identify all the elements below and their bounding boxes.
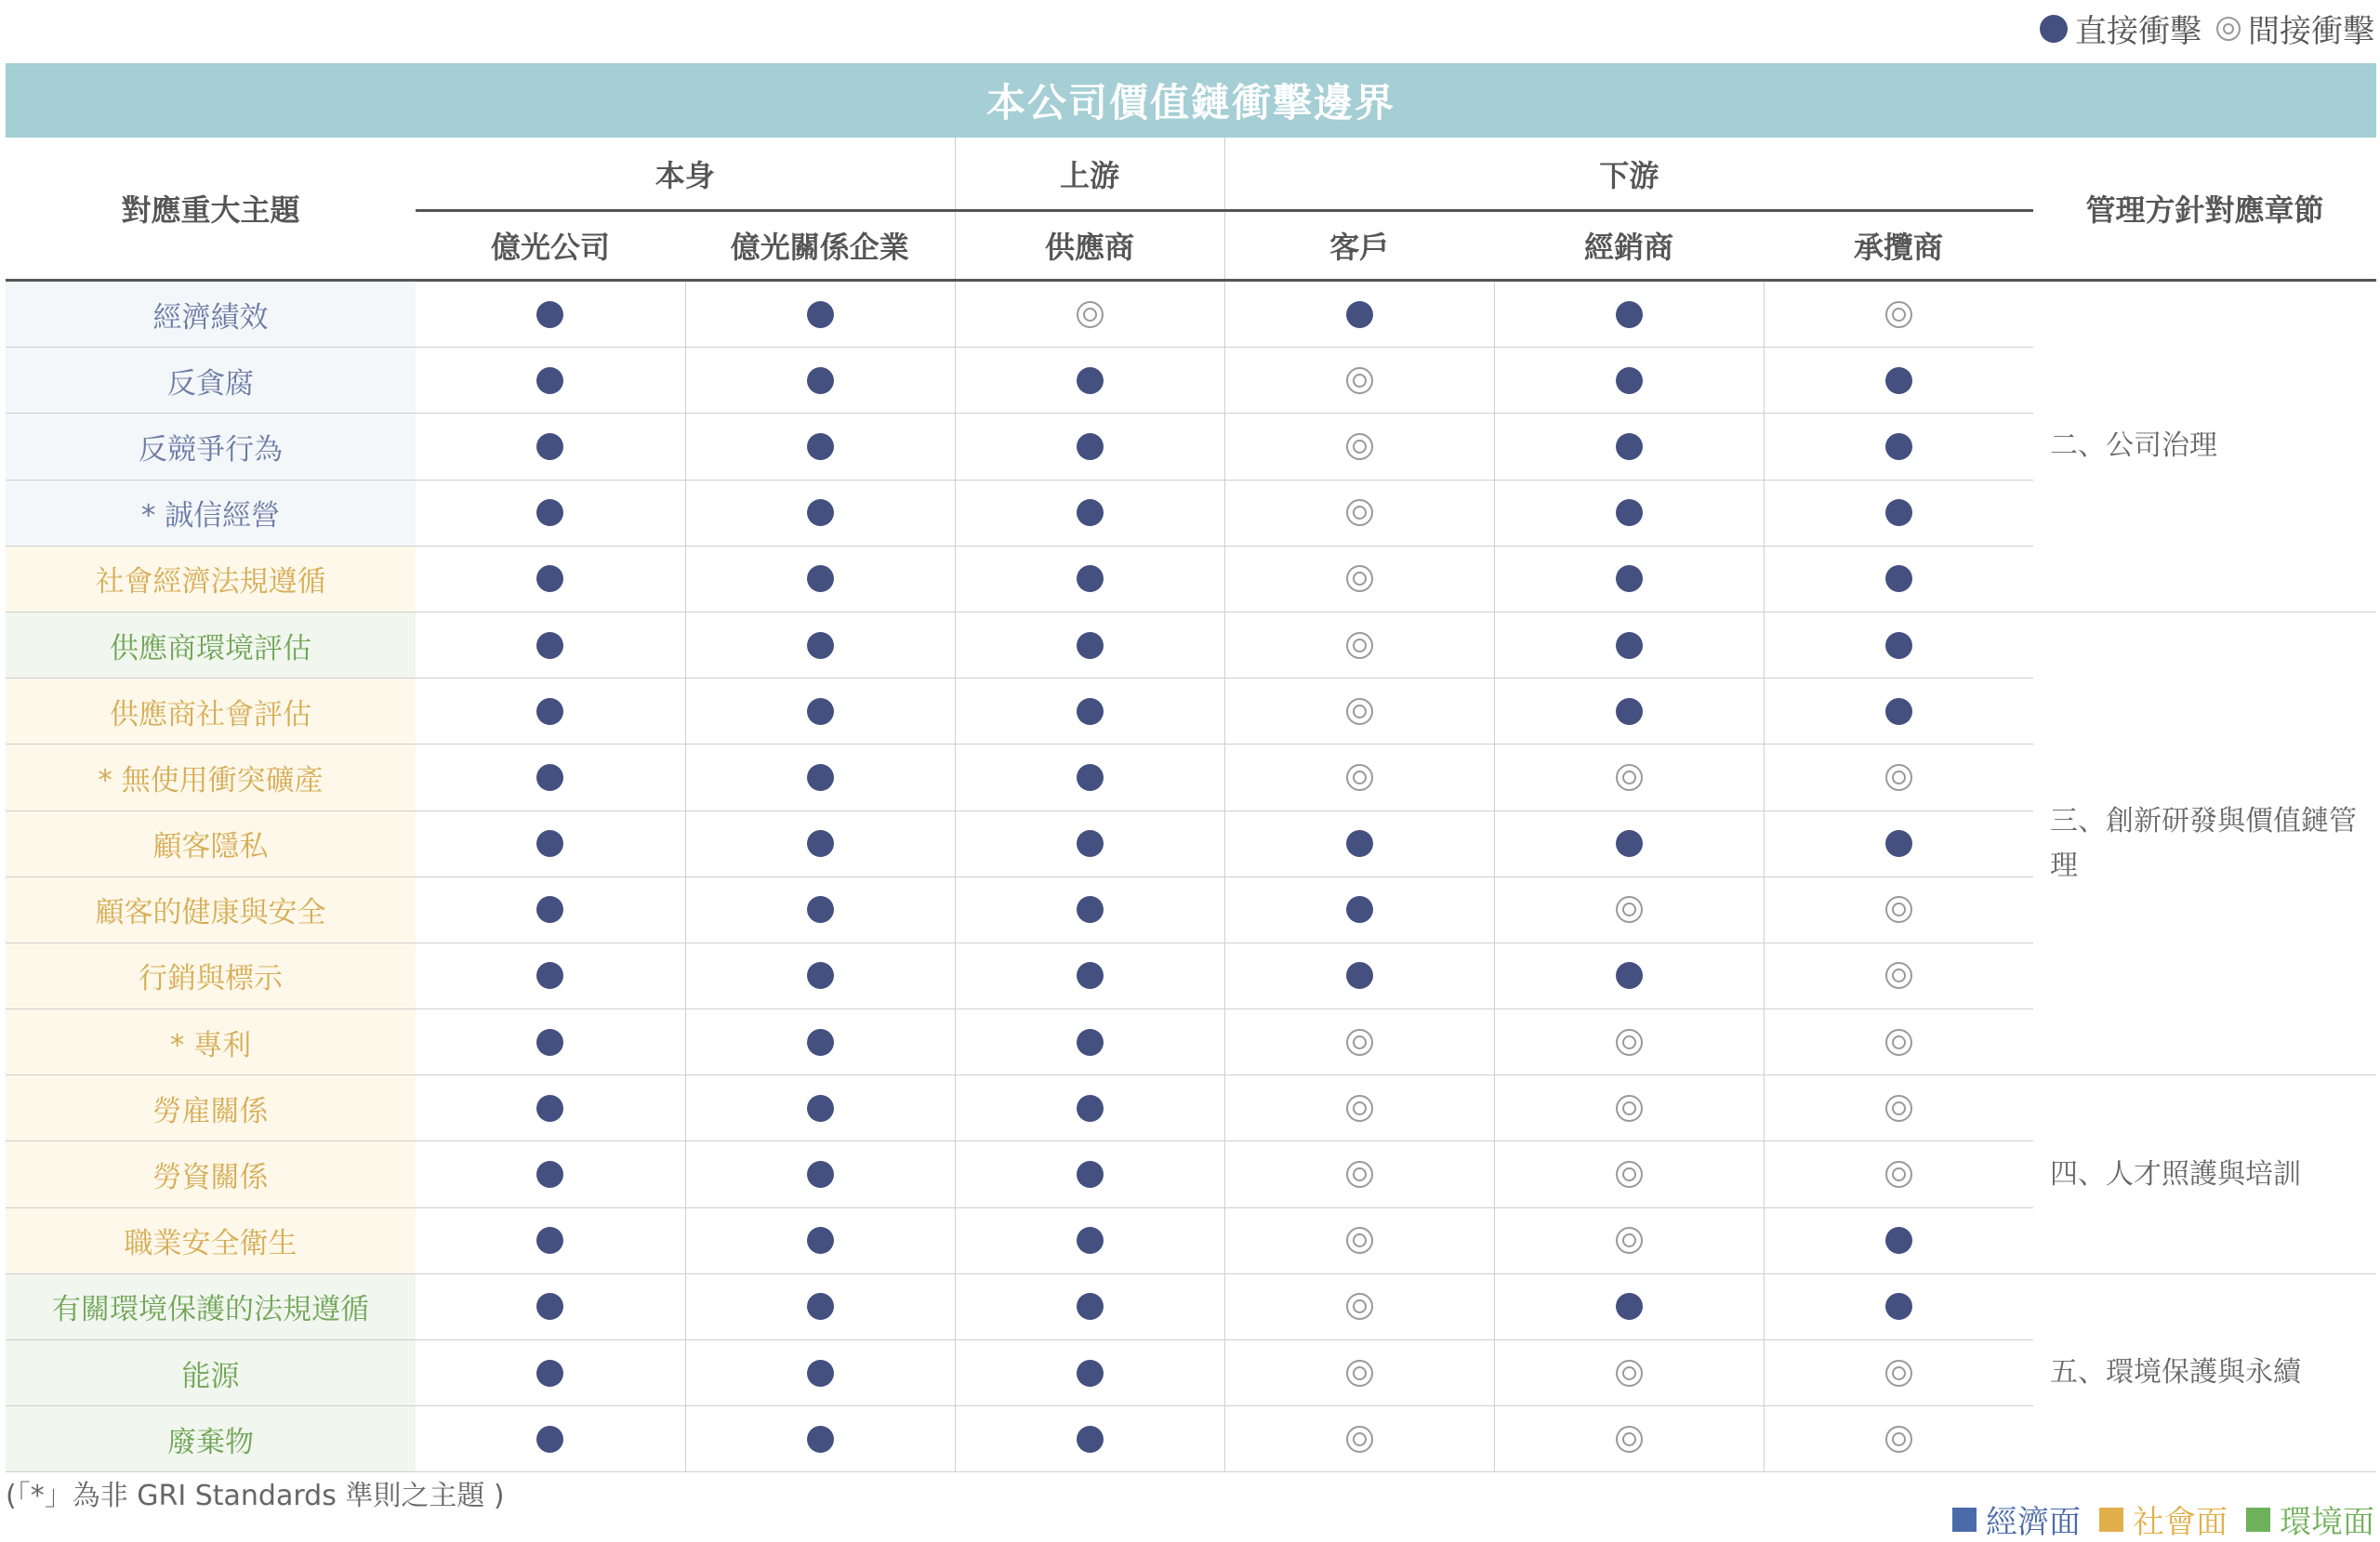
double-ring-icon xyxy=(1346,632,1373,659)
filled-circle-icon xyxy=(1885,698,1912,725)
table-row xyxy=(6,348,2376,414)
impact-cell xyxy=(955,1009,1224,1075)
impact-cell xyxy=(955,679,1224,745)
topic-cell: 行銷與標示 xyxy=(6,942,416,1008)
impact-cell xyxy=(1224,745,1494,811)
impact-cell xyxy=(416,1207,685,1273)
double-ring-icon xyxy=(1346,1360,1373,1387)
double-ring-icon xyxy=(1885,1161,1912,1188)
double-ring-icon xyxy=(1885,1029,1912,1056)
impact-cell xyxy=(955,811,1224,876)
filled-circle-icon xyxy=(1077,1227,1104,1254)
double-ring-icon xyxy=(1616,1360,1643,1387)
filled-circle-icon xyxy=(1077,632,1104,659)
filled-circle-icon xyxy=(536,830,563,857)
impact-cell xyxy=(416,1406,685,1472)
filled-circle-icon xyxy=(1885,565,1912,592)
impact-cell xyxy=(685,612,955,678)
double-ring-icon xyxy=(1885,301,1912,328)
impact-cell xyxy=(1224,480,1494,546)
filled-circle-icon xyxy=(536,1029,563,1056)
double-ring-icon xyxy=(1346,1227,1373,1254)
filled-circle-icon xyxy=(1077,764,1104,791)
impact-cell xyxy=(416,1009,685,1075)
chapter-cell: 五、環境保護與永續 xyxy=(2033,1273,2376,1472)
impact-cell xyxy=(1764,1207,2033,1273)
table-row xyxy=(6,679,2376,745)
legend-direct-label: 直接衝擊 xyxy=(2075,13,2202,50)
impact-cell xyxy=(685,480,955,546)
impact-cell xyxy=(416,1141,685,1207)
impact-cell xyxy=(416,281,685,348)
column-header: 億光關係企業 xyxy=(685,211,955,281)
impact-cell xyxy=(1224,876,1494,942)
impact-cell xyxy=(1764,1406,2033,1472)
filled-circle-icon xyxy=(1885,367,1912,394)
impact-boundary-table xyxy=(6,138,2376,1472)
impact-cell xyxy=(416,414,685,480)
color-swatch-icon xyxy=(2099,1508,2123,1532)
impact-cell xyxy=(685,546,955,612)
double-ring-icon xyxy=(1616,1161,1643,1188)
filled-circle-icon xyxy=(807,1161,834,1188)
filled-circle-icon xyxy=(807,499,834,526)
impact-cell xyxy=(1764,876,2033,942)
filled-circle-icon xyxy=(1077,1095,1104,1122)
impact-cell xyxy=(955,1406,1224,1472)
impact-cell xyxy=(685,811,955,876)
chapter-header: 管理方針對應章節 xyxy=(2033,138,2376,281)
filled-circle-icon xyxy=(1077,698,1104,725)
double-ring-icon xyxy=(1885,962,1912,989)
filled-circle-icon xyxy=(1616,830,1643,857)
topic-cell: 廢棄物 xyxy=(6,1406,416,1472)
topic-cell: 反貪腐 xyxy=(6,348,416,414)
double-ring-icon xyxy=(1346,698,1373,725)
impact-cell xyxy=(1494,281,1764,348)
impact-cell xyxy=(1224,942,1494,1008)
impact-cell xyxy=(685,281,955,348)
impact-cell xyxy=(1764,480,2033,546)
group-header-downstream: 下游 xyxy=(1224,138,2033,211)
filled-circle-icon xyxy=(1077,962,1104,989)
impact-cell xyxy=(685,1141,955,1207)
column-header: 客戶 xyxy=(1224,211,1494,281)
topic-cell: 供應商社會評估 xyxy=(6,679,416,745)
impact-cell xyxy=(1224,1075,1494,1141)
double-ring-icon xyxy=(1885,1360,1912,1387)
impact-cell xyxy=(416,1340,685,1406)
impact-cell xyxy=(1494,1340,1764,1406)
impact-cell xyxy=(685,942,955,1008)
filled-circle-icon xyxy=(807,1095,834,1122)
filled-circle-icon xyxy=(807,830,834,857)
topic-cell: * 誠信經營 xyxy=(6,480,416,546)
aspect-legend xyxy=(1952,1496,2374,1542)
chapter-cell: 四、人才照護與培訓 xyxy=(2033,1075,2376,1274)
table-row xyxy=(6,1075,2376,1141)
filled-circle-icon xyxy=(1077,565,1104,592)
filled-circle-icon xyxy=(536,962,563,989)
filled-circle-icon xyxy=(1346,962,1373,989)
filled-circle-icon xyxy=(807,433,834,460)
double-ring-icon xyxy=(1346,499,1373,526)
filled-circle-icon xyxy=(1077,499,1104,526)
double-ring-icon xyxy=(1346,1095,1373,1122)
impact-cell xyxy=(1764,414,2033,480)
aspect-legend-label: 經濟面 xyxy=(1986,1504,2081,1541)
filled-circle-icon xyxy=(536,896,563,923)
topic-cell: 有關環境保護的法規遵循 xyxy=(6,1273,416,1339)
double-ring-icon xyxy=(1885,1426,1912,1453)
filled-circle-icon xyxy=(1077,1360,1104,1387)
impact-cell xyxy=(1764,811,2033,876)
filled-circle-icon xyxy=(1616,499,1643,526)
filled-circle-icon xyxy=(1346,301,1373,328)
filled-circle-icon xyxy=(807,632,834,659)
filled-circle-icon xyxy=(807,1029,834,1056)
impact-cell xyxy=(1224,281,1494,348)
filled-circle-icon xyxy=(536,1426,563,1453)
impact-cell xyxy=(685,1273,955,1339)
table-title: 本公司價值鏈衝擊邊界 xyxy=(6,63,2376,138)
filled-circle-icon xyxy=(536,1095,563,1122)
filled-circle-icon xyxy=(1077,367,1104,394)
filled-circle-icon xyxy=(1077,830,1104,857)
filled-circle-icon xyxy=(807,565,834,592)
aspect-legend-label: 環境面 xyxy=(2280,1504,2374,1541)
double-ring-icon xyxy=(1346,1293,1373,1320)
filled-circle-icon xyxy=(807,301,834,328)
group-header-self: 本身 xyxy=(416,138,955,211)
impact-cell xyxy=(1764,1141,2033,1207)
filled-circle-icon xyxy=(1346,830,1373,857)
double-ring-icon xyxy=(1346,1426,1373,1453)
impact-cell xyxy=(1494,546,1764,612)
double-ring-icon xyxy=(1885,1095,1912,1122)
impact-cell xyxy=(1494,1141,1764,1207)
impact-cell xyxy=(1224,811,1494,876)
filled-circle-icon xyxy=(1077,1293,1104,1320)
impact-cell xyxy=(1764,546,2033,612)
impact-cell xyxy=(1494,745,1764,811)
impact-cell xyxy=(416,811,685,876)
filled-circle-icon xyxy=(1077,1029,1104,1056)
impact-cell xyxy=(955,1141,1224,1207)
table-row xyxy=(6,745,2376,811)
filled-circle-icon xyxy=(1885,499,1912,526)
impact-cell xyxy=(955,612,1224,678)
impact-cell xyxy=(1224,1009,1494,1075)
filled-circle-icon xyxy=(536,1227,563,1254)
filled-circle-icon xyxy=(1077,1426,1104,1453)
impact-cell xyxy=(1764,1009,2033,1075)
impact-cell xyxy=(416,612,685,678)
double-ring-icon xyxy=(2216,17,2241,41)
impact-cell xyxy=(1764,348,2033,414)
topic-cell: * 專利 xyxy=(6,1009,416,1075)
filled-circle-icon xyxy=(807,367,834,394)
filled-circle-icon xyxy=(807,962,834,989)
filled-circle-icon xyxy=(536,301,563,328)
impact-cell xyxy=(1764,1340,2033,1406)
aspect-legend-item xyxy=(1952,1496,2081,1542)
impact-cell xyxy=(955,546,1224,612)
table-row xyxy=(6,1009,2376,1075)
table-row xyxy=(6,1273,2376,1339)
filled-circle-icon xyxy=(807,764,834,791)
filled-circle-icon xyxy=(1616,1293,1643,1320)
filled-circle-icon xyxy=(536,1161,563,1188)
topic-cell: 供應商環境評估 xyxy=(6,612,416,678)
impact-cell xyxy=(1224,1340,1494,1406)
filled-circle-icon xyxy=(807,1426,834,1453)
topic-cell: 經濟績效 xyxy=(6,281,416,348)
impact-cell xyxy=(1494,1009,1764,1075)
double-ring-icon xyxy=(1616,764,1643,791)
impact-cell xyxy=(685,348,955,414)
group-header-upstream: 上游 xyxy=(955,138,1224,211)
filled-circle-icon xyxy=(536,499,563,526)
table-row xyxy=(6,1340,2376,1406)
filled-circle-icon xyxy=(807,896,834,923)
topic-cell: 勞資關係 xyxy=(6,1141,416,1207)
double-ring-icon xyxy=(1885,896,1912,923)
impact-cell xyxy=(685,1009,955,1075)
column-header: 供應商 xyxy=(955,211,1224,281)
filled-circle-icon xyxy=(1885,1293,1912,1320)
chapter-cell: 三、創新研發與價值鏈管理 xyxy=(2033,612,2376,1074)
filled-circle-icon xyxy=(1885,632,1912,659)
table-row xyxy=(6,281,2376,348)
table-row xyxy=(6,811,2376,876)
impact-cell xyxy=(1494,612,1764,678)
filled-circle-icon xyxy=(1077,433,1104,460)
impact-cell xyxy=(416,876,685,942)
table-row xyxy=(6,942,2376,1008)
filled-circle-icon xyxy=(1346,896,1373,923)
impact-cell xyxy=(685,876,955,942)
impact-cell xyxy=(955,876,1224,942)
double-ring-icon xyxy=(1616,1029,1643,1056)
table-row xyxy=(6,876,2376,942)
impact-cell xyxy=(1224,1406,1494,1472)
impact-cell xyxy=(1494,1406,1764,1472)
filled-circle-icon xyxy=(1077,1161,1104,1188)
impact-legend xyxy=(2040,6,2374,51)
table-row xyxy=(6,1141,2376,1207)
double-ring-icon xyxy=(1346,367,1373,394)
impact-cell xyxy=(416,1075,685,1141)
double-ring-icon xyxy=(1616,896,1643,923)
filled-circle-icon xyxy=(536,632,563,659)
impact-cell xyxy=(1224,679,1494,745)
impact-cell xyxy=(1224,1273,1494,1339)
filled-circle-icon xyxy=(536,433,563,460)
impact-cell xyxy=(1764,745,2033,811)
impact-cell xyxy=(955,1075,1224,1141)
impact-cell xyxy=(1224,348,1494,414)
filled-circle-icon xyxy=(1616,698,1643,725)
impact-cell xyxy=(685,1340,955,1406)
impact-cell xyxy=(955,480,1224,546)
column-header: 億光公司 xyxy=(416,211,685,281)
filled-circle-icon xyxy=(536,1360,563,1387)
table-row xyxy=(6,546,2376,612)
impact-cell xyxy=(955,942,1224,1008)
filled-circle-icon xyxy=(807,1360,834,1387)
impact-cell xyxy=(1224,546,1494,612)
impact-cell xyxy=(1494,679,1764,745)
impact-cell xyxy=(416,546,685,612)
impact-cell xyxy=(685,1075,955,1141)
impact-cell xyxy=(1494,811,1764,876)
aspect-legend-item xyxy=(2246,1496,2374,1542)
impact-cell xyxy=(1494,876,1764,942)
impact-cell xyxy=(416,942,685,1008)
filled-circle-icon xyxy=(1616,962,1643,989)
filled-circle-icon xyxy=(1616,367,1643,394)
double-ring-icon xyxy=(1616,1426,1643,1453)
impact-cell xyxy=(955,1207,1224,1273)
topic-cell: 職業安全衛生 xyxy=(6,1207,416,1273)
column-header: 經銷商 xyxy=(1494,211,1764,281)
double-ring-icon xyxy=(1346,1029,1373,1056)
impact-cell xyxy=(1224,612,1494,678)
impact-cell xyxy=(1224,1141,1494,1207)
impact-cell xyxy=(955,1273,1224,1339)
impact-cell xyxy=(1494,348,1764,414)
impact-cell xyxy=(416,679,685,745)
impact-cell xyxy=(416,745,685,811)
filled-circle-icon xyxy=(1885,1227,1912,1254)
table-row xyxy=(6,1207,2376,1273)
impact-cell xyxy=(1764,942,2033,1008)
filled-circle-icon xyxy=(1885,830,1912,857)
impact-cell xyxy=(685,679,955,745)
impact-cell xyxy=(685,745,955,811)
filled-circle-icon xyxy=(807,1293,834,1320)
column-header: 承攬商 xyxy=(1764,211,2033,281)
legend-indirect-label: 間接衝擊 xyxy=(2248,13,2374,50)
impact-cell xyxy=(685,1406,955,1472)
double-ring-icon xyxy=(1616,1095,1643,1122)
color-swatch-icon xyxy=(2246,1508,2270,1532)
topic-cell: * 無使用衝突礦產 xyxy=(6,745,416,811)
topic-cell: 勞雇關係 xyxy=(6,1075,416,1141)
topic-cell: 顧客的健康與安全 xyxy=(6,876,416,942)
impact-cell xyxy=(1764,612,2033,678)
impact-cell xyxy=(1494,480,1764,546)
double-ring-icon xyxy=(1346,433,1373,460)
topic-cell: 反競爭行為 xyxy=(6,414,416,480)
impact-cell xyxy=(1494,414,1764,480)
topic-cell: 顧客隱私 xyxy=(6,811,416,876)
table-row xyxy=(6,414,2376,480)
filled-circle-icon xyxy=(536,1293,563,1320)
impact-cell xyxy=(685,1207,955,1273)
double-ring-icon xyxy=(1346,1161,1373,1188)
chapter-cell: 二、公司治理 xyxy=(2033,281,2376,613)
aspect-legend-item xyxy=(2099,1496,2228,1542)
impact-cell xyxy=(1764,1075,2033,1141)
filled-circle-icon xyxy=(2040,15,2068,43)
impact-cell xyxy=(1764,679,2033,745)
filled-circle-icon xyxy=(536,764,563,791)
impact-cell xyxy=(1494,942,1764,1008)
filled-circle-icon xyxy=(807,698,834,725)
impact-cell xyxy=(955,745,1224,811)
table-row xyxy=(6,1406,2376,1472)
filled-circle-icon xyxy=(1616,301,1643,328)
impact-cell xyxy=(416,480,685,546)
filled-circle-icon xyxy=(1616,433,1643,460)
topic-header: 對應重大主題 xyxy=(6,138,416,281)
filled-circle-icon xyxy=(807,1227,834,1254)
impact-cell xyxy=(955,1340,1224,1406)
footnote: (「*」為非 GRI Standards 準則之主題 ) xyxy=(6,1480,505,1512)
table-row xyxy=(6,480,2376,546)
impact-cell xyxy=(416,1273,685,1339)
impact-cell xyxy=(955,414,1224,480)
impact-cell xyxy=(1494,1273,1764,1339)
filled-circle-icon xyxy=(536,565,563,592)
double-ring-icon xyxy=(1346,764,1373,791)
color-swatch-icon xyxy=(1952,1508,1977,1532)
filled-circle-icon xyxy=(536,367,563,394)
impact-cell xyxy=(1224,1207,1494,1273)
double-ring-icon xyxy=(1077,301,1104,328)
filled-circle-icon xyxy=(1885,433,1912,460)
double-ring-icon xyxy=(1346,565,1373,592)
impact-cell xyxy=(1224,414,1494,480)
impact-cell xyxy=(1494,1207,1764,1273)
impact-cell xyxy=(1764,1273,2033,1339)
filled-circle-icon xyxy=(1077,896,1104,923)
filled-circle-icon xyxy=(1616,632,1643,659)
table-row xyxy=(6,612,2376,678)
impact-cell xyxy=(1494,1075,1764,1141)
aspect-legend-label: 社會面 xyxy=(2133,1504,2228,1541)
impact-cell xyxy=(955,348,1224,414)
double-ring-icon xyxy=(1885,764,1912,791)
impact-cell xyxy=(955,281,1224,348)
impact-cell xyxy=(416,348,685,414)
impact-cell xyxy=(685,414,955,480)
filled-circle-icon xyxy=(536,698,563,725)
filled-circle-icon xyxy=(1616,565,1643,592)
double-ring-icon xyxy=(1616,1227,1643,1254)
topic-cell: 能源 xyxy=(6,1340,416,1406)
topic-cell: 社會經濟法規遵循 xyxy=(6,546,416,612)
impact-cell xyxy=(1764,281,2033,348)
